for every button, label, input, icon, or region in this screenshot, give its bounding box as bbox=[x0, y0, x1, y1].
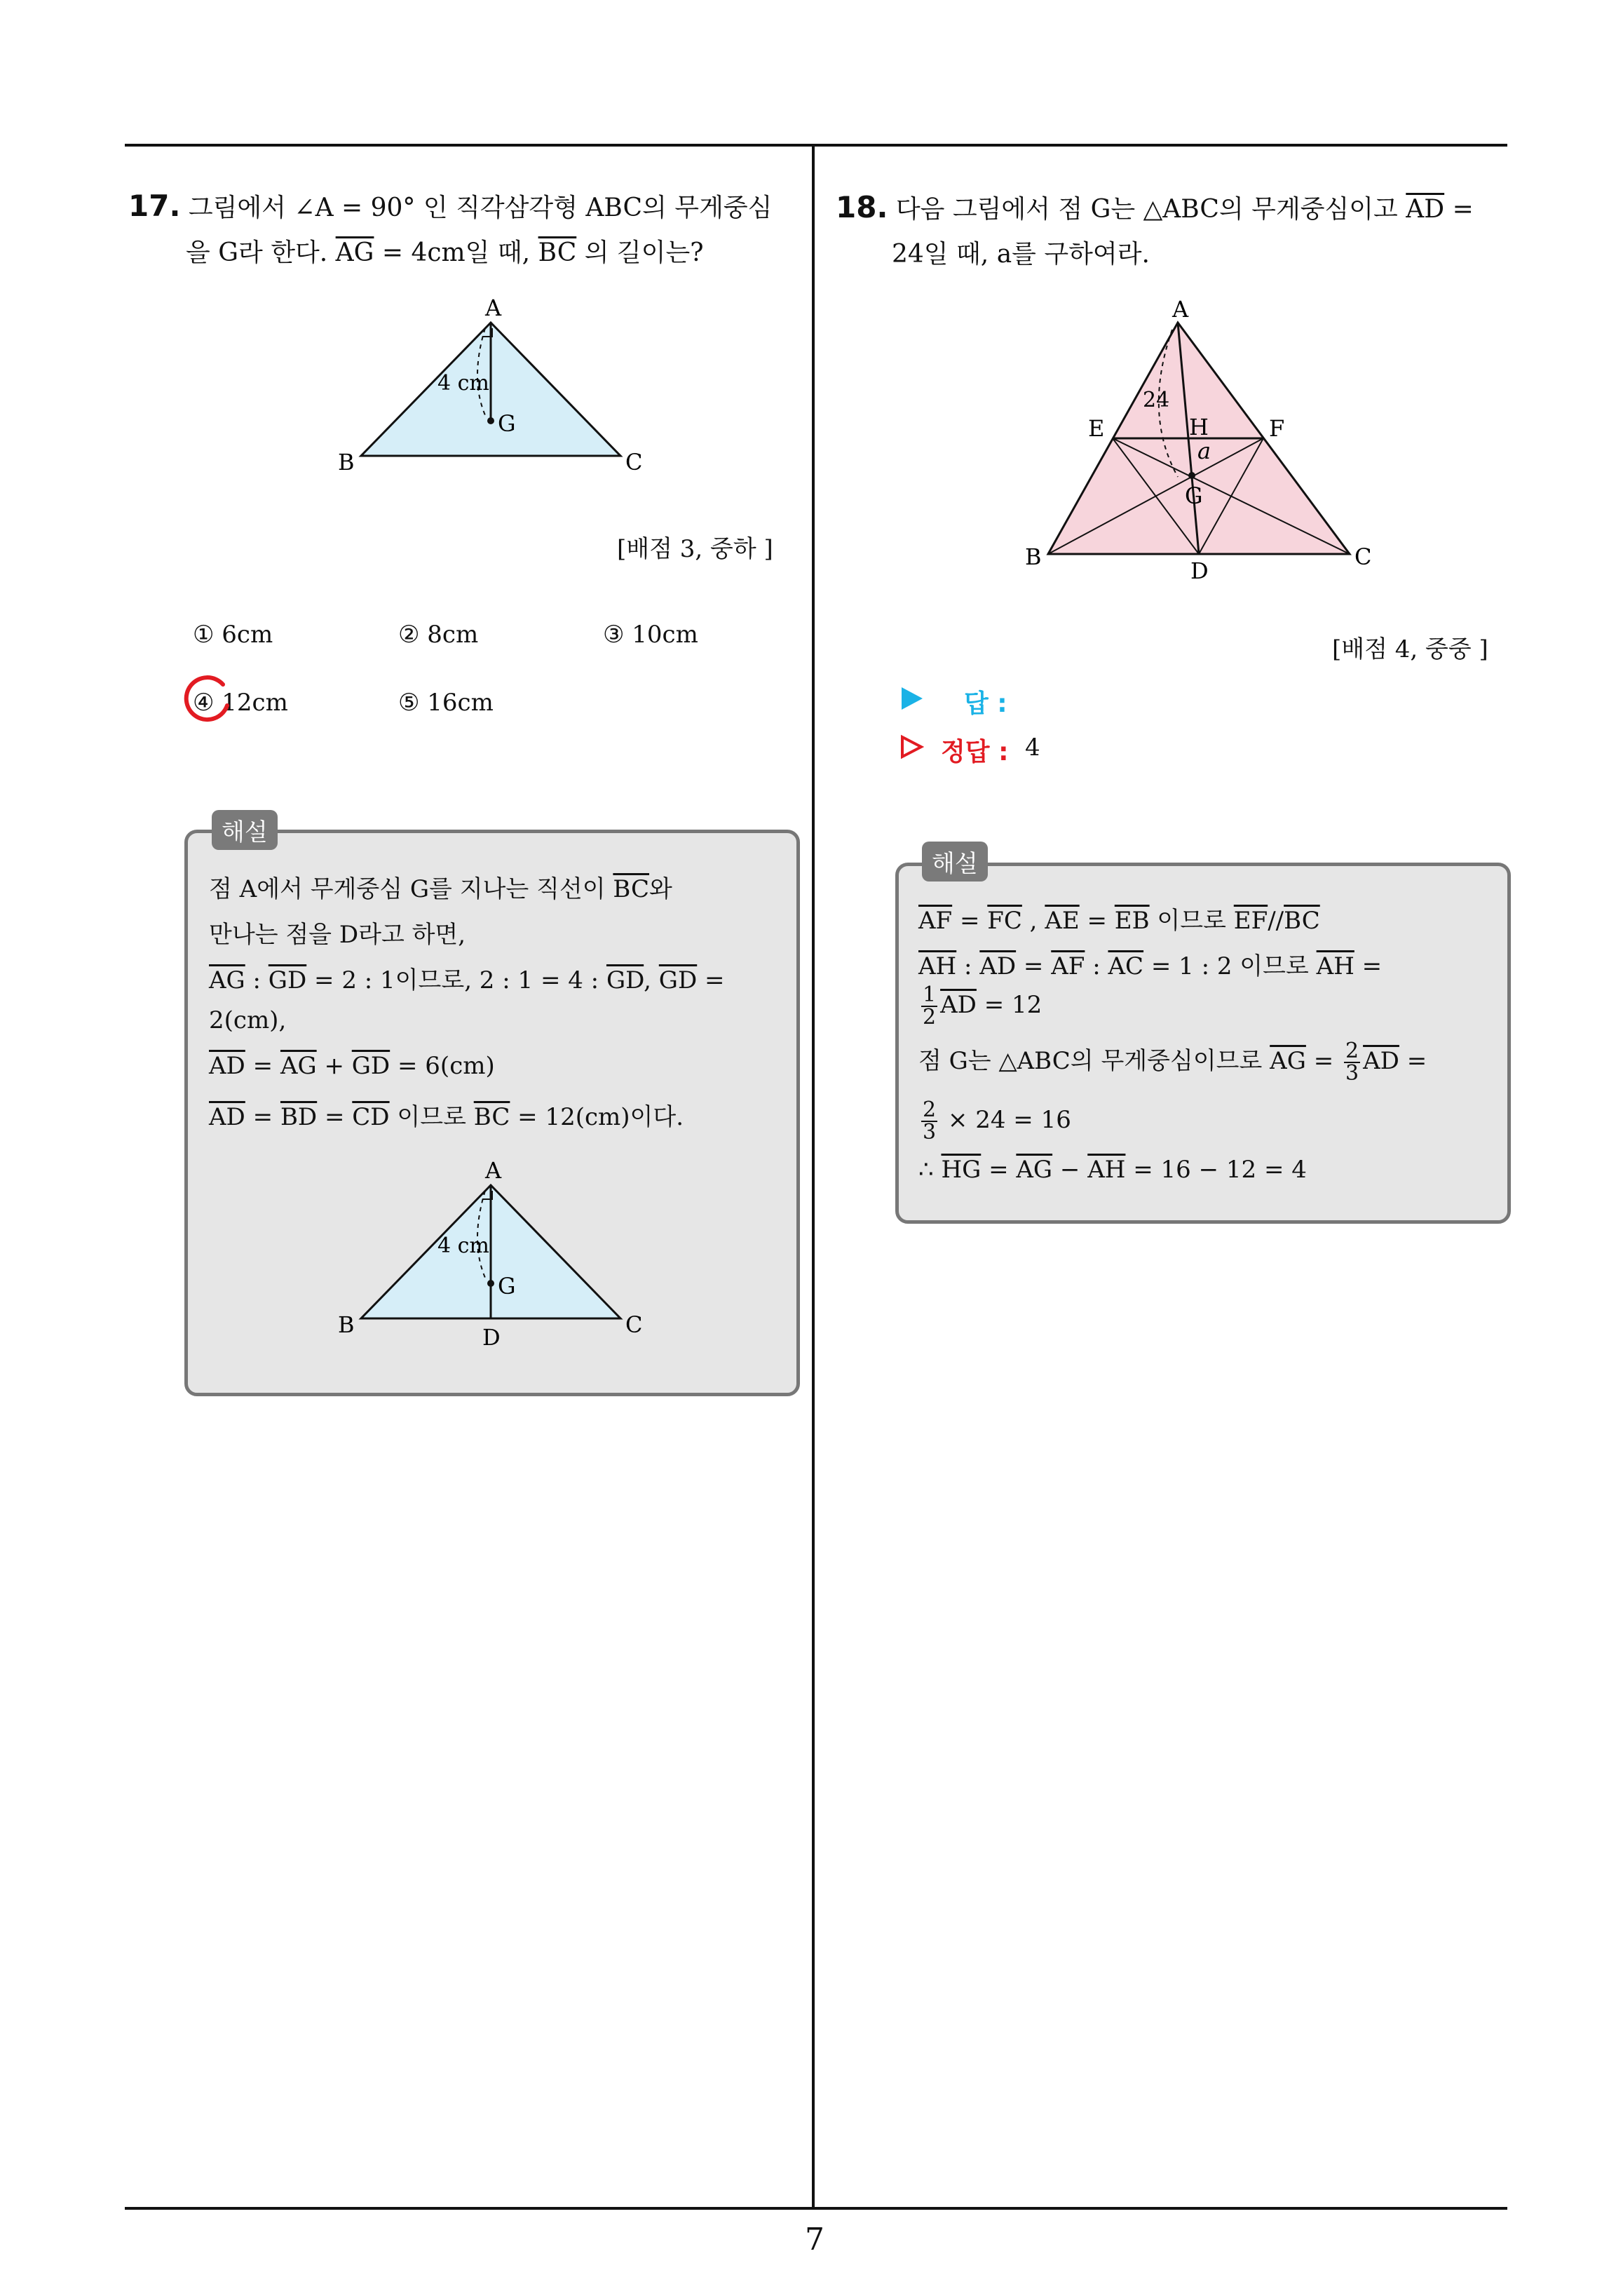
q17-label-g: G bbox=[498, 410, 516, 437]
red-circle-icon bbox=[186, 677, 227, 720]
play-outline-icon bbox=[899, 734, 924, 759]
q17-exp-centroid-dot bbox=[487, 1280, 494, 1287]
q17-line1: 그림에서 ∠A = 90° 인 직각삼각형 ABC의 무게중심 bbox=[188, 194, 773, 222]
bottom-rule bbox=[125, 2207, 1507, 2210]
q18-label-e: E bbox=[1088, 415, 1105, 442]
q18-seg-ad: $\overline{AD}$ bbox=[1406, 195, 1445, 224]
q17-seg-ag: $\overline{AG}$ bbox=[335, 238, 374, 267]
q18-explanation-tag: 해설 bbox=[922, 842, 988, 882]
play-filled-icon bbox=[899, 686, 924, 711]
page-number: 7 bbox=[805, 2222, 824, 2257]
q18-label-a-var: a bbox=[1197, 438, 1211, 464]
q18-exp-line1: $\overline{AF} = \overline{FC}$ , $\overline{AE} = \overline{EB}$ 이므로 $\overline{EF}//\overline{BC}$ bbox=[918, 907, 1320, 935]
q18-number: 18. bbox=[836, 190, 888, 224]
q17-score: [배점 3, 중하 ] bbox=[617, 535, 773, 563]
q17-exp-line6: $\overline{AD} = \overline{BD} = \overline{CD}$ 이므로 $\overline{BC} = 12(cm)$이다. bbox=[209, 1103, 684, 1131]
q17-exp-line1: 점 A에서 무게중심 G를 지나는 직선이 $\overline{BC}$와 bbox=[209, 875, 672, 903]
q17-choice-1[interactable]: ① 6cm bbox=[193, 621, 273, 649]
q18-exp-line6: ∴ $\overline{HG} = \overline{AG} - \overline{AH} = 16 - 12 = 4$ bbox=[918, 1156, 1307, 1184]
q18-exp-line2: $\overline{AH}$ : $\overline{AD} = \overline{AF}$ : $\overline{AC} = 1$ : 2 이므로 $\overline{AH}$ = bbox=[918, 952, 1383, 980]
q17-label-b: B bbox=[338, 449, 355, 475]
q17-choice-4-text: 12cm bbox=[222, 689, 288, 717]
q17-line2a: 을 G라 한다. bbox=[186, 238, 328, 267]
q18-exp-line5: $\frac{2}{3}$ × 24 = 16 bbox=[923, 1098, 1071, 1144]
q18-score: [배점 4, 중중 ] bbox=[1332, 635, 1488, 663]
q17-label-len: 4 cm bbox=[437, 371, 489, 396]
q18-label-f: F bbox=[1269, 415, 1285, 442]
q17-seg-bc: $\overline{BC}$ bbox=[538, 238, 577, 267]
q18-label-d: D bbox=[1190, 558, 1209, 582]
q18-label-h: H bbox=[1189, 414, 1209, 440]
q17-choice-3[interactable]: ③ 10cm bbox=[603, 621, 698, 649]
q18-label-a: A bbox=[1172, 296, 1189, 323]
q17-exp-figure bbox=[322, 1157, 659, 1360]
q18-line2: 24일 때, a를 구하여라. bbox=[892, 240, 1150, 269]
q17-exp-label-b: B bbox=[338, 1311, 355, 1338]
q17-centroid-dot bbox=[487, 417, 494, 424]
q18-figure bbox=[1017, 295, 1395, 582]
q17-exp-line5: $\overline{AD} = \overline{AG} + \overline{GD} = 6(cm)$ bbox=[209, 1052, 495, 1080]
q18-label-len: 24 bbox=[1143, 388, 1170, 412]
q17-exp-line4: 2(cm), bbox=[209, 1006, 287, 1034]
q17-line2c: 의 길이는? bbox=[576, 238, 704, 267]
q18-line1a: 다음 그림에서 점 G는 △ABC의 무게중심이고 bbox=[895, 195, 1406, 224]
q17-answer-circle bbox=[181, 675, 234, 728]
q17-exp-line3: $\overline{AG}$ : $\overline{GD} = 2$ : 1이므로, 2 : 1 = 4 : $\overline{GD}$, $\overline{GD}$ = bbox=[209, 966, 725, 994]
q17-stem bbox=[128, 184, 801, 276]
q17-exp-label-len: 4 cm bbox=[437, 1234, 489, 1258]
q18-exp-line3: $\frac{1}{2}$ $\overline{AD} = 12$ bbox=[923, 982, 1043, 1029]
q17-exp-label-c: C bbox=[625, 1311, 643, 1338]
q17-label-a: A bbox=[485, 295, 502, 321]
q17-choice-5[interactable]: ⑤ 16cm bbox=[398, 689, 494, 717]
q18-correct-value: 4 bbox=[1025, 734, 1040, 762]
q18-line1b: = bbox=[1444, 195, 1474, 224]
q17-figure bbox=[322, 295, 659, 484]
q17-exp-label-a: A bbox=[485, 1157, 502, 1184]
q18-stem bbox=[836, 185, 1509, 277]
q17-exp-line2: 만나는 점을 D라고 하면, bbox=[209, 921, 466, 949]
top-rule bbox=[125, 144, 1507, 147]
q17-exp-label-g: G bbox=[498, 1273, 516, 1299]
q17-explanation-tag: 해설 bbox=[212, 810, 278, 850]
q17-line2b: = 4cm일 때, bbox=[374, 238, 531, 267]
q17-choice-2[interactable]: ② 8cm bbox=[398, 621, 479, 649]
q17-label-c: C bbox=[625, 449, 643, 475]
q17-choice-4-mark: ④ bbox=[193, 689, 215, 717]
q18-answer-label: 답 : bbox=[964, 689, 1007, 718]
q18-label-g: G bbox=[1185, 482, 1203, 509]
q17-exp-label-d: D bbox=[482, 1324, 501, 1351]
q18-label-c: C bbox=[1354, 543, 1372, 570]
column-divider bbox=[812, 144, 815, 2210]
q18-correct-label: 정답 : bbox=[941, 738, 1009, 767]
q17-number: 17. bbox=[128, 189, 181, 223]
q18-centroid-dot bbox=[1188, 472, 1195, 479]
q18-label-b: B bbox=[1025, 543, 1042, 570]
q18-exp-line4: 점 G는 △ABC의 무게중심이므로 $\overline{AG}$ = $\frac{2}{3}$ $\overline{AD}$ = bbox=[918, 1039, 1427, 1086]
